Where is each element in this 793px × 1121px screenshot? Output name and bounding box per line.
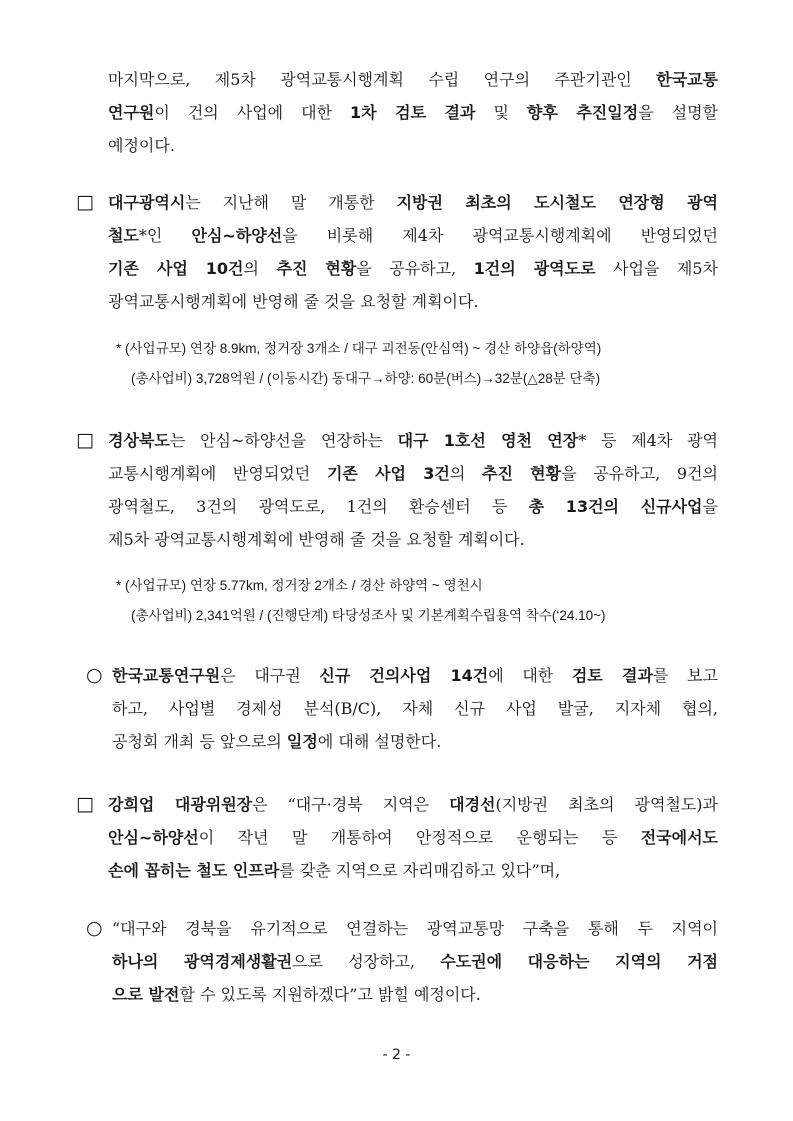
paragraph-line (108, 292, 479, 312)
text-run: 는 지난해 말 개통한 (185, 193, 397, 212)
bold-text-run: 1건의 광역도로 (473, 259, 596, 278)
text-run: 의 (449, 464, 483, 483)
page-number: - 2 - (382, 1047, 411, 1063)
paragraph-line (108, 136, 175, 156)
square-bullet-icon: □ (76, 191, 94, 213)
text-run: 의 (243, 259, 277, 278)
paragraph-line (108, 193, 718, 213)
text-run: 교통시행계획에 반영되었던 (108, 464, 327, 483)
footnote-line: (총사업비) 3,728억원 / (이동시간) 동대구→하양: 60분(버스)→32분(△28분 단축) (131, 371, 601, 386)
bold-text-run: 안심~하양선 (191, 226, 283, 245)
square-bullet-icon: □ (76, 793, 94, 815)
footnote-line: * (사업규모) 연장 8.9km, 정거장 3개소 / 대구 괴전동(안심역) ~ 경산 하양읍(하양역) (116, 341, 602, 356)
text-run: 에 대해 설명한다. (317, 732, 442, 751)
text-run: 공청회 개최 등 앞으로의 (112, 732, 287, 751)
bold-text-run: 대구광역시 (108, 193, 186, 212)
text-run: 하고, 사업별 경제성 분석(B/C), 자체 신규 사업 발굴, 지자체 협의, (112, 699, 718, 718)
square-bullet-icon: □ (76, 429, 94, 451)
bold-text-run: 하나의 광역경제생활권 (112, 952, 293, 971)
text-run: 을 비롯해 제4차 광역교통시행계획에 반영되었던 (282, 226, 718, 245)
paragraph-line (108, 464, 718, 484)
paragraph-line (108, 861, 560, 881)
text-run: 을 (702, 497, 718, 516)
text-run: *인 (138, 226, 192, 245)
text-run: 광역교통시행계획에 반영해 줄 것을 요청할 계획이다. (108, 292, 479, 311)
footnote-line: (총사업비) 2,341억원 / (진행단계) 타당성조사 및 기본계획수립용역 착수(‘24.10~) (131, 608, 606, 623)
paragraph-line (108, 795, 718, 815)
text-run: (지방권 최초의 광역철도)과 (495, 795, 719, 814)
bold-text-run: 추진 현황 (276, 259, 357, 278)
text-run: 을 공유하고, 9건의 (561, 464, 718, 483)
text-run: 은 “대구·경북 지역은 (252, 795, 450, 814)
paragraph-line (108, 259, 718, 279)
text-run: 를 갖춘 지역으로 자리매김하고 있다”며, (279, 861, 561, 880)
bold-text-run: 으로 발전 (112, 985, 180, 1004)
bold-text-run: 철도 (108, 226, 139, 245)
paragraph-line (112, 919, 718, 939)
bold-text-run: 수도권에 대응하는 지역의 거점 (440, 952, 718, 971)
bold-text-run: 한국교통연구원 (112, 666, 221, 685)
text-run: 으로 성장하고, (292, 952, 441, 971)
bold-text-run: 신규 건의사업 14건 (319, 666, 489, 685)
paragraph-line (108, 530, 525, 550)
text-run: 는 안심~하양선을 연장하는 (169, 431, 398, 450)
paragraph-line (112, 952, 718, 972)
bold-text-run: 향후 추진일정 (526, 103, 639, 122)
bold-text-run: 전국에서도 (640, 828, 718, 847)
paragraph-line (112, 732, 441, 752)
text-run: 및 (475, 103, 527, 122)
bold-text-run: 기존 사업 10건 (108, 259, 244, 278)
text-run: 제5차 광역교통시행계획에 반영해 줄 것을 요청할 계획이다. (108, 530, 525, 549)
text-run: 할 수 있도록 지원하겠다”고 밝힐 예정이다. (179, 985, 481, 1004)
paragraph-line (108, 70, 718, 90)
paragraph-line (112, 666, 718, 686)
text-run: “대구와 경북을 유기적으로 연결하는 광역교통망 구축을 통해 두 지역이 (112, 919, 718, 938)
bold-text-run: 추진 현황 (482, 464, 562, 483)
bold-text-run: 일정 (286, 732, 318, 751)
bold-text-run: 연구원 (108, 103, 155, 122)
paragraph-line (108, 828, 718, 848)
text-run: 을 공유하고, (356, 259, 474, 278)
circle-bullet-icon: ○ (86, 917, 103, 939)
bold-text-run: 안심~하양선 (108, 828, 199, 847)
text-run: 이 건의 사업에 대한 (154, 103, 351, 122)
text-run: 을 설명할 (638, 103, 718, 122)
paragraph-line (112, 985, 481, 1005)
text-run: 예정이다. (108, 136, 175, 155)
bold-text-run: 1차 검토 결과 (350, 103, 476, 122)
text-run: 마지막으로, 제5차 광역교통시행계획 수립 연구의 주관기관인 (108, 70, 657, 89)
bold-text-run: 대구 1호선 영천 연장 (397, 431, 579, 450)
paragraph-line (108, 431, 718, 451)
bold-text-run: 기존 사업 3건 (326, 464, 450, 483)
text-run: * 등 제4차 광역 (578, 431, 719, 450)
text-run: 에 대한 (488, 666, 572, 685)
paragraph-line (112, 699, 718, 719)
bold-text-run: 지방권 최초의 도시철도 연장형 광역 (396, 193, 718, 212)
bold-text-run: 경상북도 (108, 431, 170, 450)
bold-text-run: 대경선 (449, 795, 496, 814)
footnote-line: * (사업규모) 연장 5.77km, 정거장 2개소 / 경산 하양역 ~ 영천시 (116, 578, 483, 593)
paragraph-line (108, 497, 718, 517)
text-run: 이 작년 말 개통하여 안정적으로 운행되는 등 (198, 828, 641, 847)
paragraph-line (108, 103, 718, 123)
text-run: 를 보고 (652, 666, 718, 685)
text-run: 사업을 제5차 (595, 259, 718, 278)
bold-text-run: 손에 꼽히는 철도 인프라 (108, 861, 280, 880)
bold-text-run: 강희업 대광위원장 (108, 795, 253, 814)
bold-text-run: 검토 결과 (571, 666, 653, 685)
paragraph-line (108, 226, 718, 246)
text-run: 은 대구권 (220, 666, 320, 685)
text-run: 광역철도, 3건의 광역도로, 1건의 환승센터 등 (108, 497, 529, 516)
bold-text-run: 총 13건의 신규사업 (528, 497, 703, 516)
circle-bullet-icon: ○ (86, 664, 103, 686)
bold-text-run: 한국교통 (656, 70, 718, 89)
